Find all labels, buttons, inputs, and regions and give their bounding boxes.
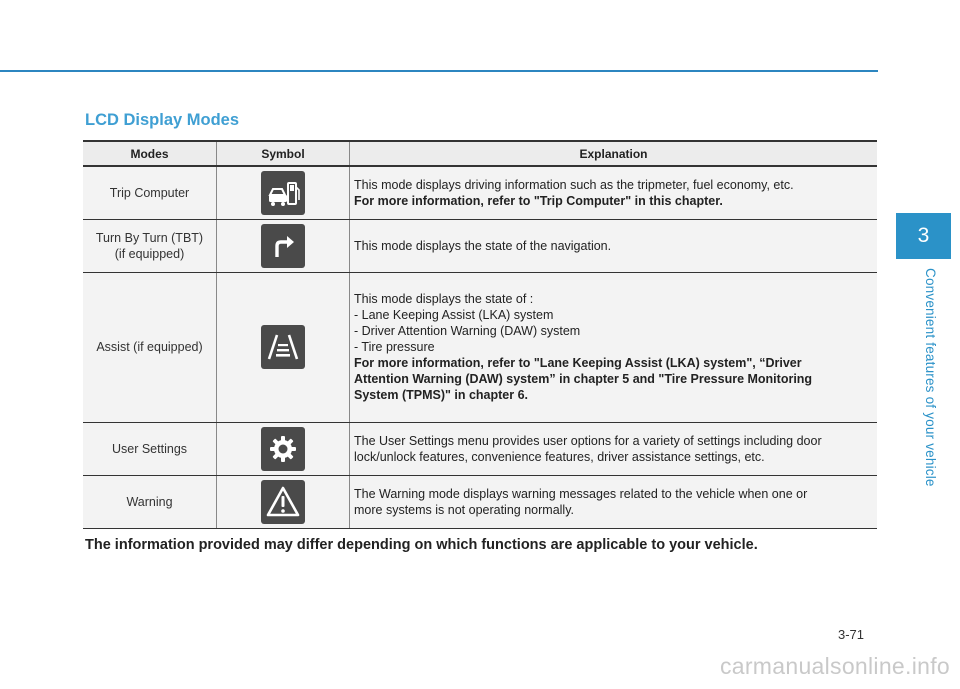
chapter-tab: [896, 213, 951, 259]
turn-by-turn-icon: [261, 224, 305, 268]
mode-qualifier: (if equipped): [114, 246, 185, 261]
mode-name: Assist (if equipped): [96, 340, 203, 354]
explanation-note: Attention Warning (DAW) system” in chapter 5 and "Tire Pressure Monitoring: [354, 372, 813, 386]
mode-name: Trip Computer: [109, 185, 190, 200]
header-symbol: Symbol: [217, 141, 350, 166]
lcd-modes-table: [83, 140, 877, 529]
table-row: [83, 272, 877, 422]
watermark: carmanualsonline.info: [719, 653, 950, 679]
symbol-cell: [217, 219, 350, 272]
explanation-note: For more information, refer to "Lane Keeping Assist (LKA) system", “Driver: [354, 356, 802, 370]
mode-name: Turn By Turn (TBT): [95, 230, 204, 245]
explanation-line: - Lane Keeping Assist (LKA) system: [354, 308, 554, 322]
mode-name: User Settings: [111, 441, 188, 456]
explanation-line: This mode displays the state of :: [354, 292, 534, 306]
section-title: LCD Display Modes: [85, 111, 240, 129]
explanation-line: This mode displays driving information such as the tripmeter, fuel economy, etc.: [354, 177, 794, 192]
explanation-line: lock/unlock features, convenience features, driver assistance settings, etc.: [354, 449, 765, 464]
lane-assist-icon: [261, 325, 305, 369]
gear-icon: [261, 427, 305, 471]
symbol-cell: [217, 475, 350, 528]
symbol-cell: [217, 272, 350, 422]
mode-cell: [83, 272, 217, 422]
table-row: [83, 475, 877, 528]
mode-cell: [83, 166, 217, 219]
explanation-line: The User Settings menu provides user options for a variety of settings including door: [354, 433, 822, 448]
explanation-line: more systems is not operating normally.: [354, 502, 574, 517]
explanation-line: - Tire pressure: [354, 340, 435, 354]
symbol-cell: [217, 166, 350, 219]
page-number: 3-71: [838, 627, 865, 642]
top-divider: [0, 70, 878, 72]
explanation-line: - Driver Attention Warning (DAW) system: [354, 324, 581, 338]
table-header-row: [83, 141, 877, 166]
trip-computer-icon: [261, 171, 305, 215]
explanation-note: For more information, refer to "Trip Computer" in this chapter.: [354, 193, 723, 208]
footer-note: The information provided may differ depending on which functions are applicable to your vehicle.: [85, 537, 758, 553]
header-explanation: Explanation: [350, 141, 878, 166]
chapter-number: 3: [917, 224, 930, 247]
header-modes: Modes: [83, 141, 217, 166]
explanation-cell: [350, 475, 878, 528]
explanation-line: The Warning mode displays warning messages related to the vehicle when one or: [354, 486, 808, 501]
table-row: [83, 166, 877, 219]
mode-cell: [83, 422, 217, 475]
mode-name: Warning: [126, 494, 173, 509]
explanation-cell: [350, 272, 878, 422]
chapter-label: Convenient features of your vehicle: [923, 268, 938, 487]
mode-cell: [83, 219, 217, 272]
warning-icon: [261, 480, 305, 524]
table-row: [83, 219, 877, 272]
symbol-cell: [217, 422, 350, 475]
table-row: [83, 422, 877, 475]
explanation-cell: [350, 166, 878, 219]
explanation-cell: [350, 422, 878, 475]
explanation-line: This mode displays the state of the navigation.: [354, 238, 612, 253]
explanation-cell: [350, 219, 878, 272]
mode-cell: [83, 475, 217, 528]
explanation-note: System (TPMS)" in chapter 6.: [354, 388, 529, 402]
